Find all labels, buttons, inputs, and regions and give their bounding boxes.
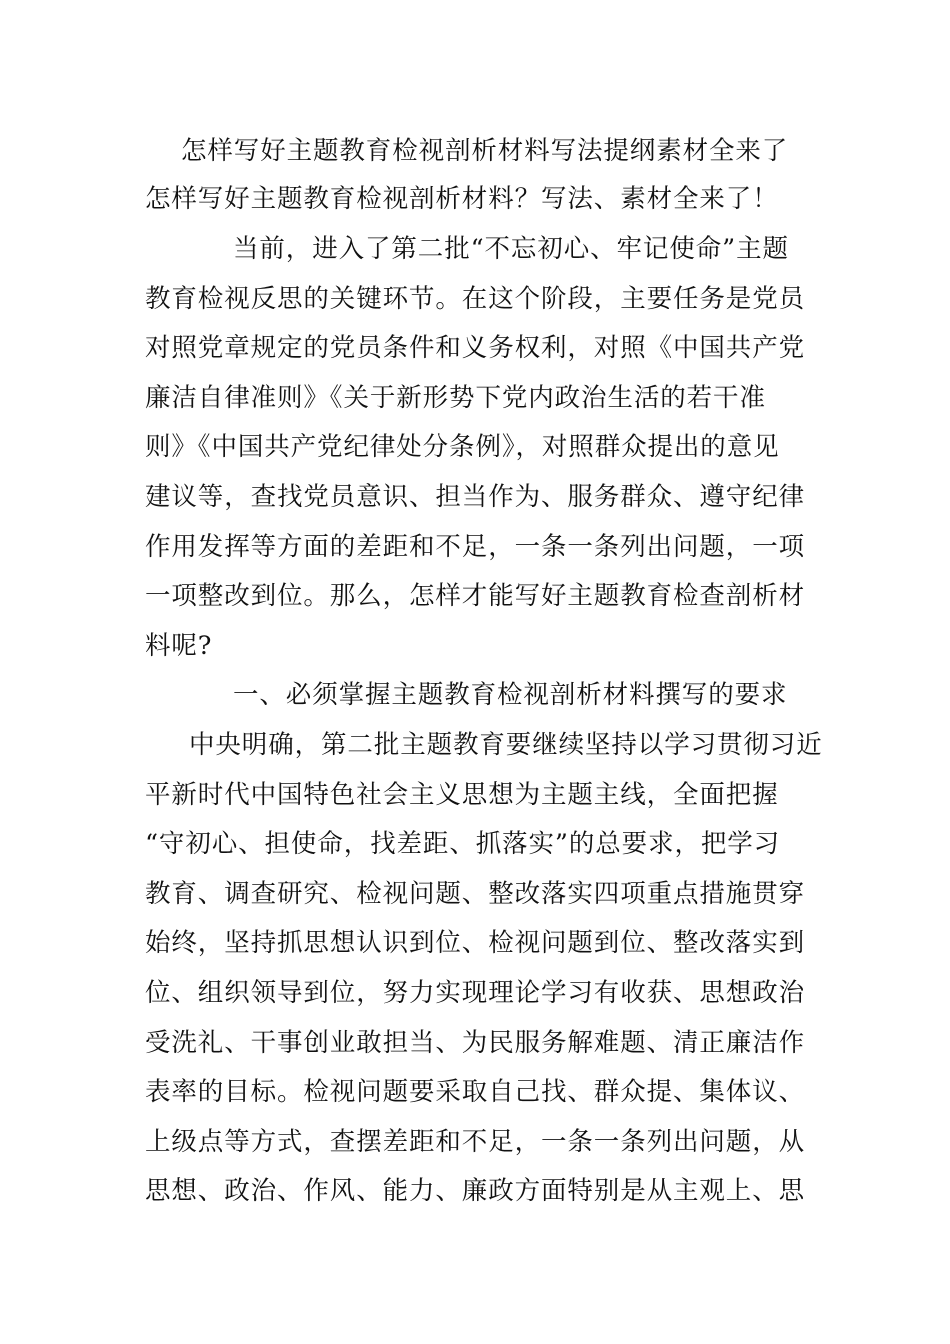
paragraph-line: 上级点等方式，查摆差距和不足，一条一条列出问题，从 bbox=[145, 1126, 806, 1157]
paragraph-line: 始终，坚持抓思想认识到位、检视问题到位、整改落实到 bbox=[145, 928, 806, 959]
paragraph-line: 中央明确，第二批主题教育要继续坚持以学习贯彻习近 bbox=[189, 729, 823, 760]
paragraph-line: 廉洁自律准则》《关于新形势下党内政治生活的若干准 bbox=[145, 382, 766, 413]
paragraph-line: 建议等，查找党员意识、担当作为、服务群众、遵守纪律 bbox=[145, 481, 806, 512]
section-heading: 一、必须掌握主题教育检视剖析材料撰写的要求 bbox=[233, 680, 788, 711]
paragraph-line: 当前，进入了第二批“不忘初心、牢记使命”主题 bbox=[233, 234, 789, 264]
paragraph-line: 教育、调查研究、检视问题、整改落实四项重点措施贯穿 bbox=[145, 878, 806, 909]
paragraph-line: 对照党章规定的党员条件和义务权利，对照《中国共产党 bbox=[145, 333, 806, 364]
document-page bbox=[145, 128, 823, 1217]
paragraph-line: 则》《中国共产党纪律处分条例》，对照群众提出的意见 bbox=[145, 432, 780, 463]
document-subtitle: 怎样写好主题教育检视剖析材料？写法、素材全来了！ bbox=[145, 184, 779, 214]
paragraph-line: 一项整改到位。那么，怎样才能写好主题教育检查剖析材 bbox=[145, 581, 806, 612]
paragraph-line: 作用发挥等方面的差距和不足，一条一条列出问题，一项 bbox=[145, 531, 806, 562]
paragraph-line: 思想、政治、作风、能力、廉政方面特别是从主观上、思 bbox=[145, 1176, 806, 1207]
paragraph-line: 位、组织领导到位，努力实现理论学习有收获、思想政治 bbox=[145, 977, 806, 1008]
paragraph-line: 受洗礼、干事创业敢担当、为民服务解难题、清正廉洁作 bbox=[145, 1027, 806, 1058]
section-paragraph bbox=[145, 721, 823, 1217]
paragraph-line: 平新时代中国特色社会主义思想为主题主线，全面把握 bbox=[145, 779, 779, 810]
intro-paragraph bbox=[145, 225, 807, 671]
paragraph-line: 料呢? bbox=[145, 630, 213, 661]
paragraph-line: “守初心、担使命，找差距、抓落实”的总要求，把学习 bbox=[145, 829, 781, 860]
paragraph-line: 教育检视反思的关键环节。在这个阶段，主要任务是党员 bbox=[145, 283, 806, 314]
document-title: 怎样写好主题教育检视剖析材料写法提纲素材全来了 bbox=[181, 136, 789, 166]
paragraph-line: 表率的目标。检视问题要采取自己找、群众提、集体议、 bbox=[145, 1077, 806, 1108]
